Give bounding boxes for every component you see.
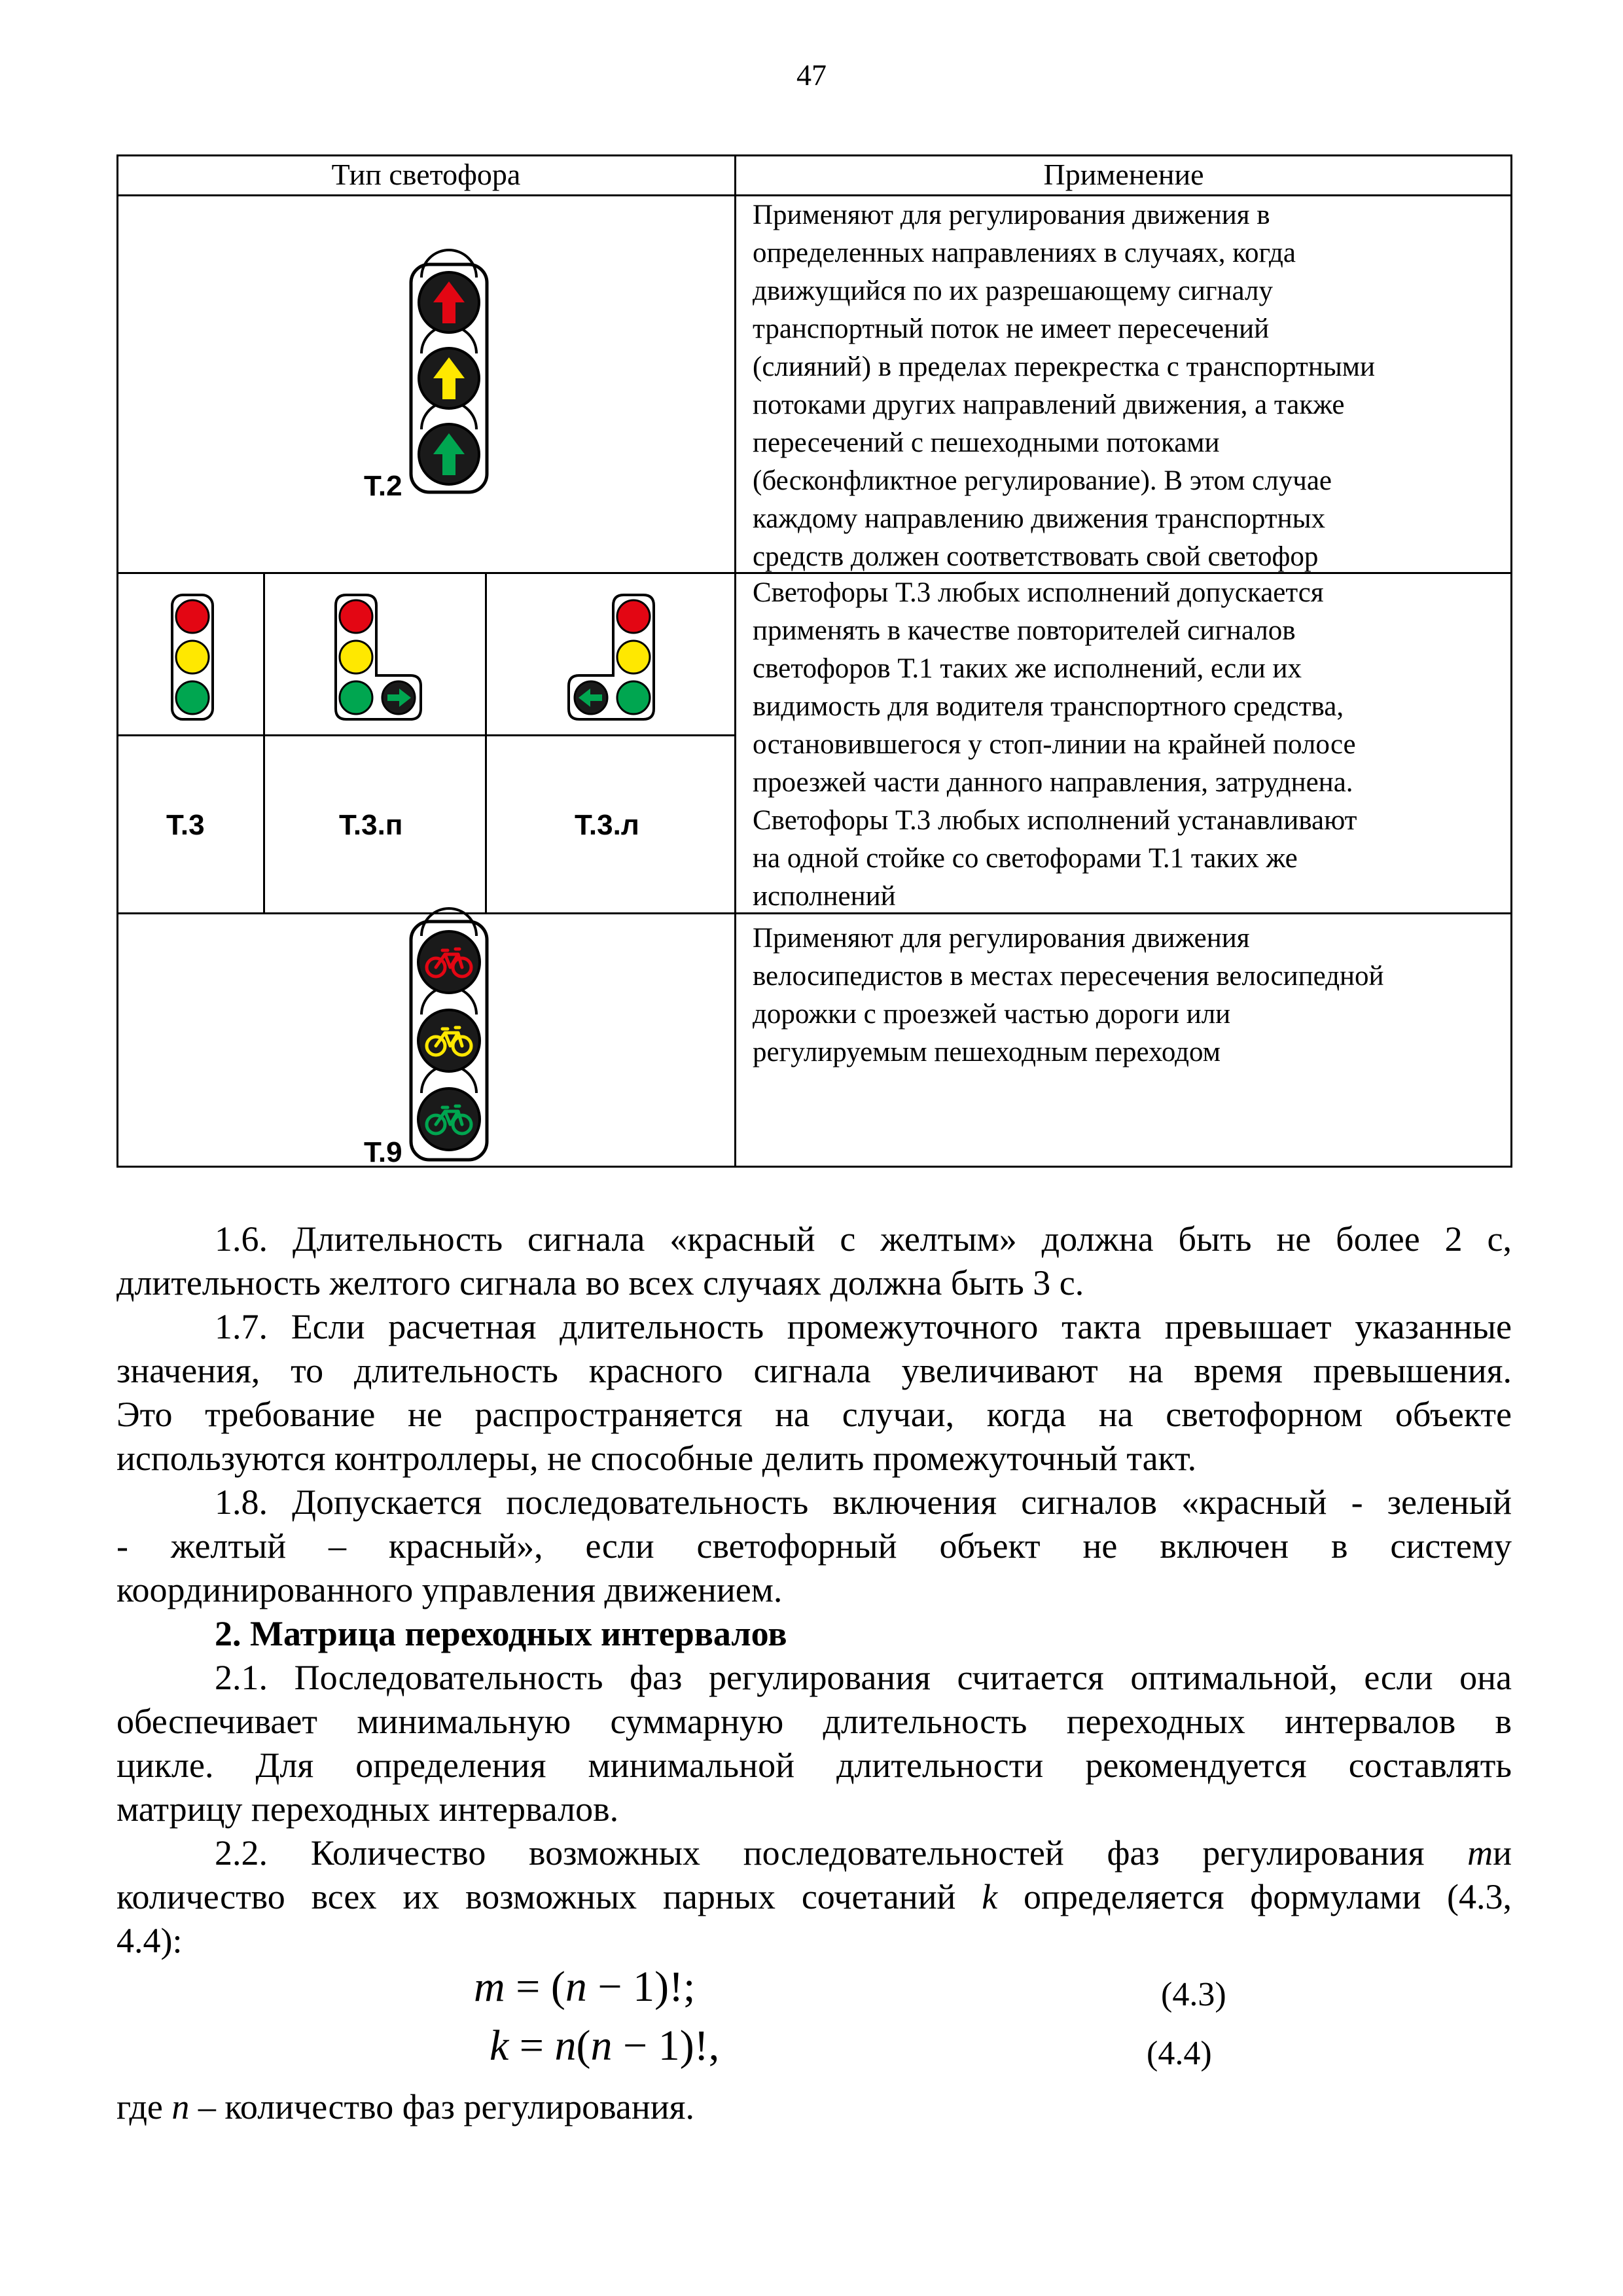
formula-4-3: m = (n − 1)!; — [474, 1963, 696, 2011]
text-line: количество всех их возможных парных сочетаний k определяется формулами (4.3, — [116, 1877, 1512, 1916]
application-t2 — [753, 196, 1375, 576]
text-line: применять в качестве повторителей сигналов — [753, 615, 1296, 646]
paragraph-1-7 — [116, 1305, 1512, 1480]
label-t9: Т.9 — [364, 1136, 402, 1168]
text-line: матрицу переходных интервалов. — [116, 1789, 619, 1829]
text-line: 1.7. Если расчетная длительность промежуточного такта превышает указанные — [215, 1307, 1512, 1346]
traffic-light-t3p — [334, 593, 423, 721]
text-line: 4.4): — [116, 1921, 183, 1960]
text-line: 2.2. Количество возможных последовательностей фаз регулирования mи — [215, 1833, 1512, 1873]
table-subcol-divider-1 — [263, 572, 265, 914]
traffic-light-t2 — [408, 262, 490, 495]
table-border-bottom — [116, 1166, 1512, 1168]
paragraph-2-1 — [116, 1656, 1512, 1831]
text-line: проезжей части данного направления, затруднена. — [753, 767, 1353, 798]
section-heading — [116, 1612, 1512, 1656]
text-line: велосипедистов в местах пересечения велосипедной — [753, 961, 1384, 992]
formula-4-4: k = n(n − 1)!, — [490, 2022, 720, 2070]
text-line: (бесконфликтное регулирование). В этом случае — [753, 465, 1332, 496]
page-number: 47 — [796, 58, 827, 92]
label-t3p: Т.3.п — [339, 809, 403, 841]
application-t3 — [753, 574, 1357, 916]
text-line: пересечений с пешеходными потоками — [753, 427, 1220, 458]
text-line: транспортный поток не имеет пересечений — [753, 314, 1270, 344]
application-t9 — [753, 920, 1384, 1071]
label-t3l: Т.3.л — [575, 809, 639, 841]
text-line: - желтый – красный», если светофорный объект не включен в систему — [116, 1526, 1512, 1566]
table-subrow-divider — [116, 734, 736, 736]
text-line: светофоров Т.1 таких же исполнений, если их — [753, 653, 1302, 684]
text-line: длительность желтого сигнала во всех случаях должна быть 3 с. — [116, 1263, 1084, 1302]
text-line: средств должен соответствовать свой светофор — [753, 541, 1319, 572]
text-line: Светофоры Т.3 любых исполнений устанавливают — [753, 805, 1357, 836]
text-line: каждому направлению движения транспортных — [753, 503, 1325, 534]
table-border-right — [1510, 154, 1512, 1168]
text-line: используются контроллеры, не способные делить промежуточный такт. — [116, 1439, 1197, 1478]
paragraph-1-6 — [116, 1217, 1512, 1305]
text-line: 1.6. Длительность сигнала «красный с желтым» должна быть не более 2 с, — [215, 1219, 1512, 1259]
text-line: видимость для водителя транспортного средства, — [753, 691, 1344, 722]
traffic-light-t9 — [408, 919, 490, 1162]
text-line: потоками других направлений движения, а также — [753, 389, 1345, 420]
text-line: координированного управления движением. — [116, 1570, 783, 1609]
traffic-light-t3 — [170, 593, 215, 721]
text-line: Применяют для регулирования движения в — [753, 200, 1270, 230]
text-line: (слияний) в пределах перекрестка с транспортными — [753, 351, 1375, 382]
text-line: исполнений — [753, 881, 896, 912]
text-line: 1.8. Допускается последовательность включения сигналов «красный - зеленый — [215, 1482, 1512, 1522]
text-line: 2.1. Последовательность фаз регулирования считается оптимальной, если она — [215, 1658, 1512, 1697]
equation-number-4-3: (4.3) — [1161, 1976, 1226, 2013]
text-line: Светофоры Т.3 любых исполнений допускается — [753, 577, 1324, 608]
text-line: Это требование не распространяется на случаи, когда на светофорном объекте — [116, 1395, 1512, 1434]
label-t3: Т.3 — [166, 809, 205, 841]
text-line: Применяют для регулирования движения — [753, 923, 1250, 954]
where-clause: где n – количество фаз регулирования. — [116, 2087, 694, 2126]
header-application: Применение — [1043, 158, 1204, 191]
table-subcol-divider-2 — [485, 572, 487, 914]
traffic-light-t3l — [567, 593, 656, 721]
text-line: обеспечивает минимальную суммарную длительность переходных интервалов в — [116, 1702, 1512, 1741]
text-line: остановившегося у стоп-линии на крайней полосе — [753, 729, 1356, 760]
label-t2: Т.2 — [364, 470, 402, 502]
text-line: значения, то длительность красного сигнала увеличивают на время превышения. — [116, 1351, 1512, 1390]
table-column-divider — [734, 154, 736, 1168]
heading-text: 2. Матрица переходных интервалов — [215, 1614, 787, 1653]
text-line: регулируемым пешеходным переходом — [753, 1037, 1221, 1067]
text-line: цикле. Для определения минимальной длительности рекомендуется составлять — [116, 1746, 1512, 1785]
text-line: на одной стойке со светофорами Т.1 таких же — [753, 843, 1298, 874]
text-line: движущийся по их разрешающему сигналу — [753, 276, 1273, 306]
paragraph-1-8 — [116, 1480, 1512, 1612]
table-border-left — [116, 154, 118, 1168]
equation-number-4-4: (4.4) — [1147, 2035, 1212, 2072]
paragraph-2-2 — [116, 1831, 1512, 1963]
text-line: дорожки с проезжей частью дороги или — [753, 999, 1231, 1030]
header-type: Тип светофора — [331, 158, 521, 191]
text-line: определенных направлениях в случаях, когда — [753, 238, 1296, 268]
